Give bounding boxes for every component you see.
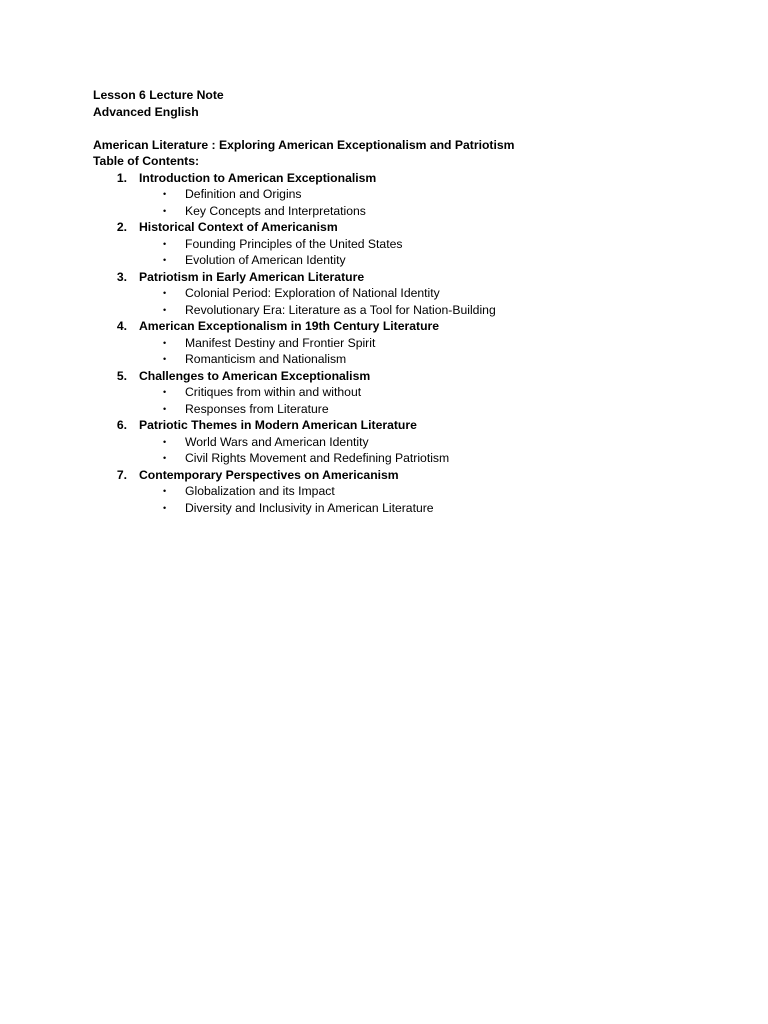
- bullet-icon: •: [163, 255, 167, 265]
- subitem-label: Evolution of American Identity: [185, 253, 346, 267]
- toc-section: [93, 269, 733, 319]
- course-label: Advanced English: [93, 104, 199, 119]
- subitem-label: Globalization and its Impact: [185, 484, 335, 498]
- section-number: 1.: [116, 170, 127, 185]
- toc-subitem: [93, 434, 733, 451]
- bullet-icon: •: [163, 436, 167, 447]
- section-number: 2.: [116, 220, 127, 234]
- subitem-label: Manifest Destiny and Frontier Spirit: [185, 335, 376, 350]
- bullet-icon: •: [163, 189, 167, 199]
- toc-subitem: [93, 236, 733, 253]
- subitem-label: Responses from Literature: [185, 401, 329, 416]
- subitem-label: Critiques from within and without: [185, 385, 362, 399]
- section-title: Patriotism in Early American Literature: [139, 269, 365, 284]
- subitem-label: Diversity and Inclusivity in American Literature: [185, 500, 434, 515]
- bullet-icon: •: [163, 502, 167, 513]
- section-number: 7.: [116, 467, 127, 482]
- section-title: American Exceptionalism in 19th Century Literature: [139, 319, 440, 333]
- toc-section: [93, 368, 733, 418]
- toc-section: [93, 467, 733, 517]
- toc-subitem: [93, 335, 733, 352]
- toc-section: [93, 170, 733, 220]
- subitem-label: Revolutionary Era: Literature as a Tool for Nation-Building: [185, 302, 496, 317]
- bullet-icon: •: [163, 288, 167, 298]
- section-title: Patriotic Themes in Modern American Literature: [139, 418, 417, 432]
- bullet-icon: •: [163, 337, 167, 348]
- bullet-icon: •: [163, 354, 167, 364]
- bullet-icon: •: [163, 403, 167, 414]
- toc-heading: Table of Contents:: [93, 154, 200, 168]
- bullet-icon: •: [163, 238, 167, 249]
- subitem-label: World Wars and American Identity: [185, 434, 369, 449]
- toc-section: [93, 318, 733, 368]
- toc-section: [93, 219, 733, 269]
- toc-section-heading: [93, 219, 733, 236]
- toc-section-heading: [93, 467, 733, 484]
- section-number: 3.: [116, 269, 127, 284]
- bullet-icon: •: [163, 387, 167, 397]
- subitem-label: Romanticism and Nationalism: [185, 352, 347, 366]
- toc-section-heading: [93, 318, 733, 335]
- toc-subitem: [93, 203, 733, 220]
- document-title: American Literature : Exploring American Exceptionalism and Patriotism: [93, 137, 515, 152]
- toc-subitem: [93, 351, 733, 368]
- section-title: Challenges to American Exceptionalism: [139, 368, 371, 383]
- toc-subitem: [93, 401, 733, 418]
- toc-section-heading: [93, 170, 733, 187]
- section-number: 6.: [116, 418, 127, 432]
- table-of-contents: [93, 170, 733, 517]
- toc-subitem: [93, 500, 733, 517]
- subitem-label: Colonial Period: Exploration of National Identity: [185, 286, 440, 300]
- toc-subitem: [93, 252, 733, 269]
- section-number: 5.: [116, 368, 127, 383]
- subitem-label: Key Concepts and Interpretations: [185, 203, 366, 218]
- toc-subitem: [93, 302, 733, 319]
- section-title: Contemporary Perspectives on Americanism: [139, 467, 399, 482]
- toc-subitem: [93, 483, 733, 500]
- bullet-icon: •: [163, 205, 167, 216]
- toc-subitem: [93, 186, 733, 203]
- spacer: [93, 120, 733, 137]
- bullet-icon: •: [163, 486, 167, 496]
- section-title: Introduction to American Exceptionalism: [139, 170, 377, 185]
- section-title: Historical Context of Americanism: [139, 220, 338, 234]
- toc-subitem: [93, 384, 733, 401]
- toc-section-heading: [93, 269, 733, 286]
- subitem-label: Definition and Origins: [185, 187, 302, 201]
- toc-section-heading: [93, 417, 733, 434]
- bullet-icon: •: [163, 304, 167, 315]
- lesson-label: Lesson 6 Lecture Note: [93, 88, 224, 102]
- toc-section-heading: [93, 368, 733, 385]
- toc-subitem: [93, 285, 733, 302]
- toc-subitem: [93, 450, 733, 467]
- document-page: [93, 87, 733, 516]
- toc-section: [93, 417, 733, 467]
- section-number: 4.: [116, 319, 127, 333]
- subitem-label: Civil Rights Movement and Redefining Patriotism: [185, 451, 450, 465]
- subitem-label: Founding Principles of the United States: [185, 236, 403, 251]
- bullet-icon: •: [163, 453, 167, 463]
